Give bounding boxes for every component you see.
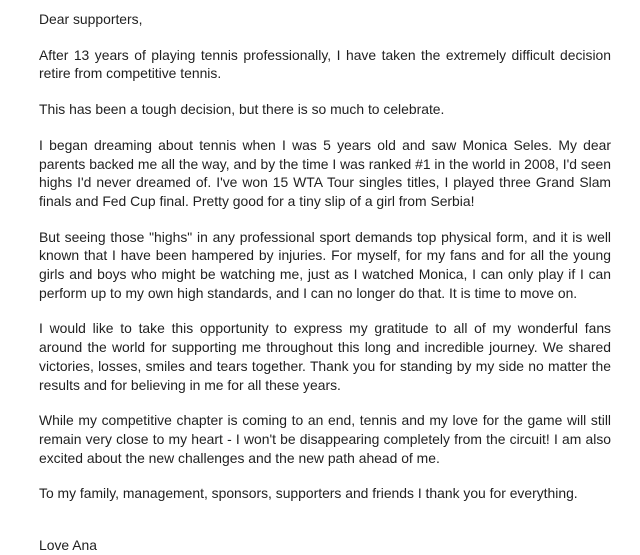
letter-body	[39, 10, 611, 555]
letter-paragraph-4: But seeing those "highs" in any professional sport demands top physical form, and it is well known that I have been hampered by injuries. For myself, for my fans and for all the young girls and boys who might be watching me, just as I watched Monica, I can only play if I can perform up to my own high standards, and I can no longer do that. It is time to move on.	[39, 228, 611, 301]
letter-paragraph-7: To my family, management, sponsors, supporters and friends I thank you for everything.	[39, 485, 578, 502]
letter-paragraph-6: While my competitive chapter is coming to an end, tennis and my love for the game will still remain very close to my heart - I won't be disappearing completely from the circuit! I am also excited about the new challenges and the new path ahead of me.	[39, 412, 611, 466]
letter-greeting: Dear supporters,	[39, 11, 143, 27]
letter-paragraph-3: I began dreaming about tennis when I was 5 years old and saw Monica Seles. My dear parents backed me all the way, and by the time I was ranked #1 in the world in 2008, I'd seen highs I'd never dreamed of. I've won 15 WTA Tour singles titles, I played three Grand Slam finals and Fed Cup final. Pretty good for a tiny slip of a girl from Serbia!	[39, 136, 611, 209]
letter-paragraph-2: This has been a tough decision, but there is so much to celebrate.	[39, 101, 445, 118]
letter-paragraph-5: I would like to take this opportunity to express my gratitude to all of my wonderful fans around the world for supporting me throughout this long and incredible journey. We shared victories, losses, smiles and tears together. Thank you for standing by my side no matter the results and for believing in me for all these years.	[39, 320, 611, 393]
letter-signoff: Love Ana	[39, 537, 97, 554]
letter-paragraph-1: After 13 years of playing tennis professionally, I have taken the extremely difficult decision retire from competitive tennis.	[39, 46, 611, 82]
